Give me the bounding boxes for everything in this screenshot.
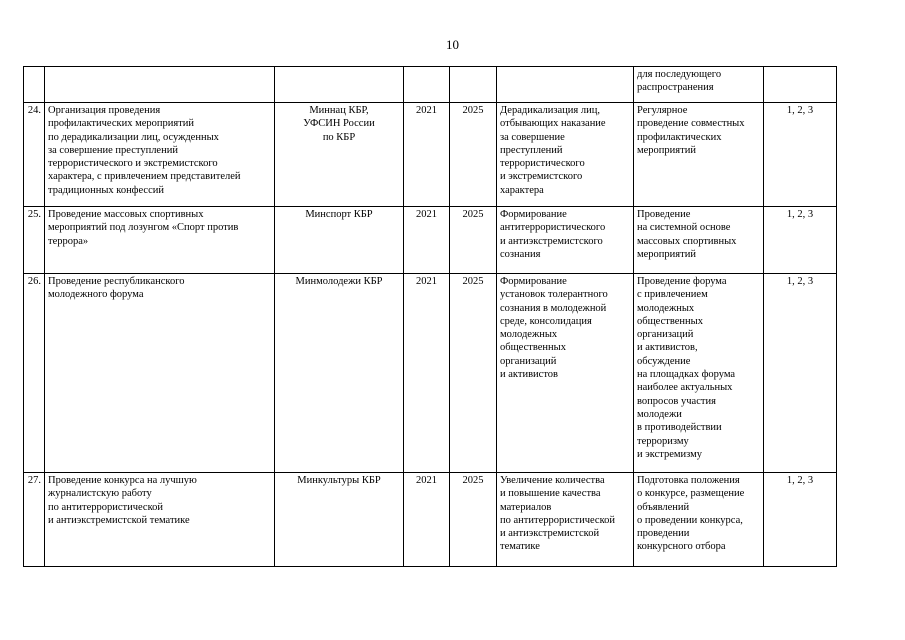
expected-result: Проведение форума с привлечением молодежных общественных организаций и активистов, обсуждение на площадках форума наиболее актуальных вопросов участия молодежи в противодействии терроризму и экстремизму (634, 274, 764, 473)
year-start: 2021 (404, 103, 450, 207)
related-tasks: 1, 2, 3 (764, 207, 837, 274)
expected-goal: Увеличение количества и повышение качества материалов по антитеррористической и антиэкстремистской тематике (497, 473, 634, 567)
year-start (404, 67, 450, 103)
related-tasks (764, 67, 837, 103)
expected-goal: Формирование установок толерантного сознания в молодежной среде, консолидация молодежных общественных организаций и активистов (497, 274, 634, 473)
row-number: 24. (24, 103, 45, 207)
row-number: 26. (24, 274, 45, 473)
measure-title: Проведение массовых спортивных мероприятий под лозунгом «Спорт против террора» (45, 207, 275, 274)
table-row (24, 207, 837, 274)
row-number: 25. (24, 207, 45, 274)
measure-title: Организация проведения профилактических мероприятий по дерадикализации лиц, осужденных за совершение преступлений террористического и экстремистского характера, с привлечением представителей традиционных конфессий (45, 103, 275, 207)
year-start: 2021 (404, 207, 450, 274)
table-row (24, 67, 837, 103)
measures-table (23, 66, 837, 567)
measure-title (45, 67, 275, 103)
row-number (24, 67, 45, 103)
related-tasks: 1, 2, 3 (764, 103, 837, 207)
executor: Минкультуры КБР (275, 473, 404, 567)
expected-result: Регулярное проведение совместных профилактических мероприятий (634, 103, 764, 207)
related-tasks: 1, 2, 3 (764, 274, 837, 473)
page-number: 10 (446, 37, 459, 52)
year-end: 2025 (450, 103, 497, 207)
related-tasks: 1, 2, 3 (764, 473, 837, 567)
executor: Минспорт КБР (275, 207, 404, 274)
expected-result: Проведение на системной основе массовых спортивных мероприятий (634, 207, 764, 274)
table-row (24, 103, 837, 207)
expected-goal (497, 67, 634, 103)
year-end: 2025 (450, 473, 497, 567)
expected-result: для последующего распространения (634, 67, 764, 103)
expected-goal: Дерадикализация лиц, отбывающих наказание за совершение преступлений террористического и экстремистского характера (497, 103, 634, 207)
executor (275, 67, 404, 103)
expected-result: Подготовка положения о конкурсе, размещение объявлений о проведении конкурса, проведении конкурсного отбора (634, 473, 764, 567)
measure-title: Проведение республиканского молодежного форума (45, 274, 275, 473)
year-start: 2021 (404, 473, 450, 567)
executor: Минмолодежи КБР (275, 274, 404, 473)
row-number: 27. (24, 473, 45, 567)
year-end: 2025 (450, 207, 497, 274)
expected-goal: Формирование антитеррористического и антиэкстремистского сознания (497, 207, 634, 274)
table-row (24, 473, 837, 567)
table-row (24, 274, 837, 473)
measure-title: Проведение конкурса на лучшую журналистскую работу по антитеррористической и антиэкстремистской тематике (45, 473, 275, 567)
year-end (450, 67, 497, 103)
year-end: 2025 (450, 274, 497, 473)
executor: Миннац КБР, УФСИН России по КБР (275, 103, 404, 207)
year-start: 2021 (404, 274, 450, 473)
